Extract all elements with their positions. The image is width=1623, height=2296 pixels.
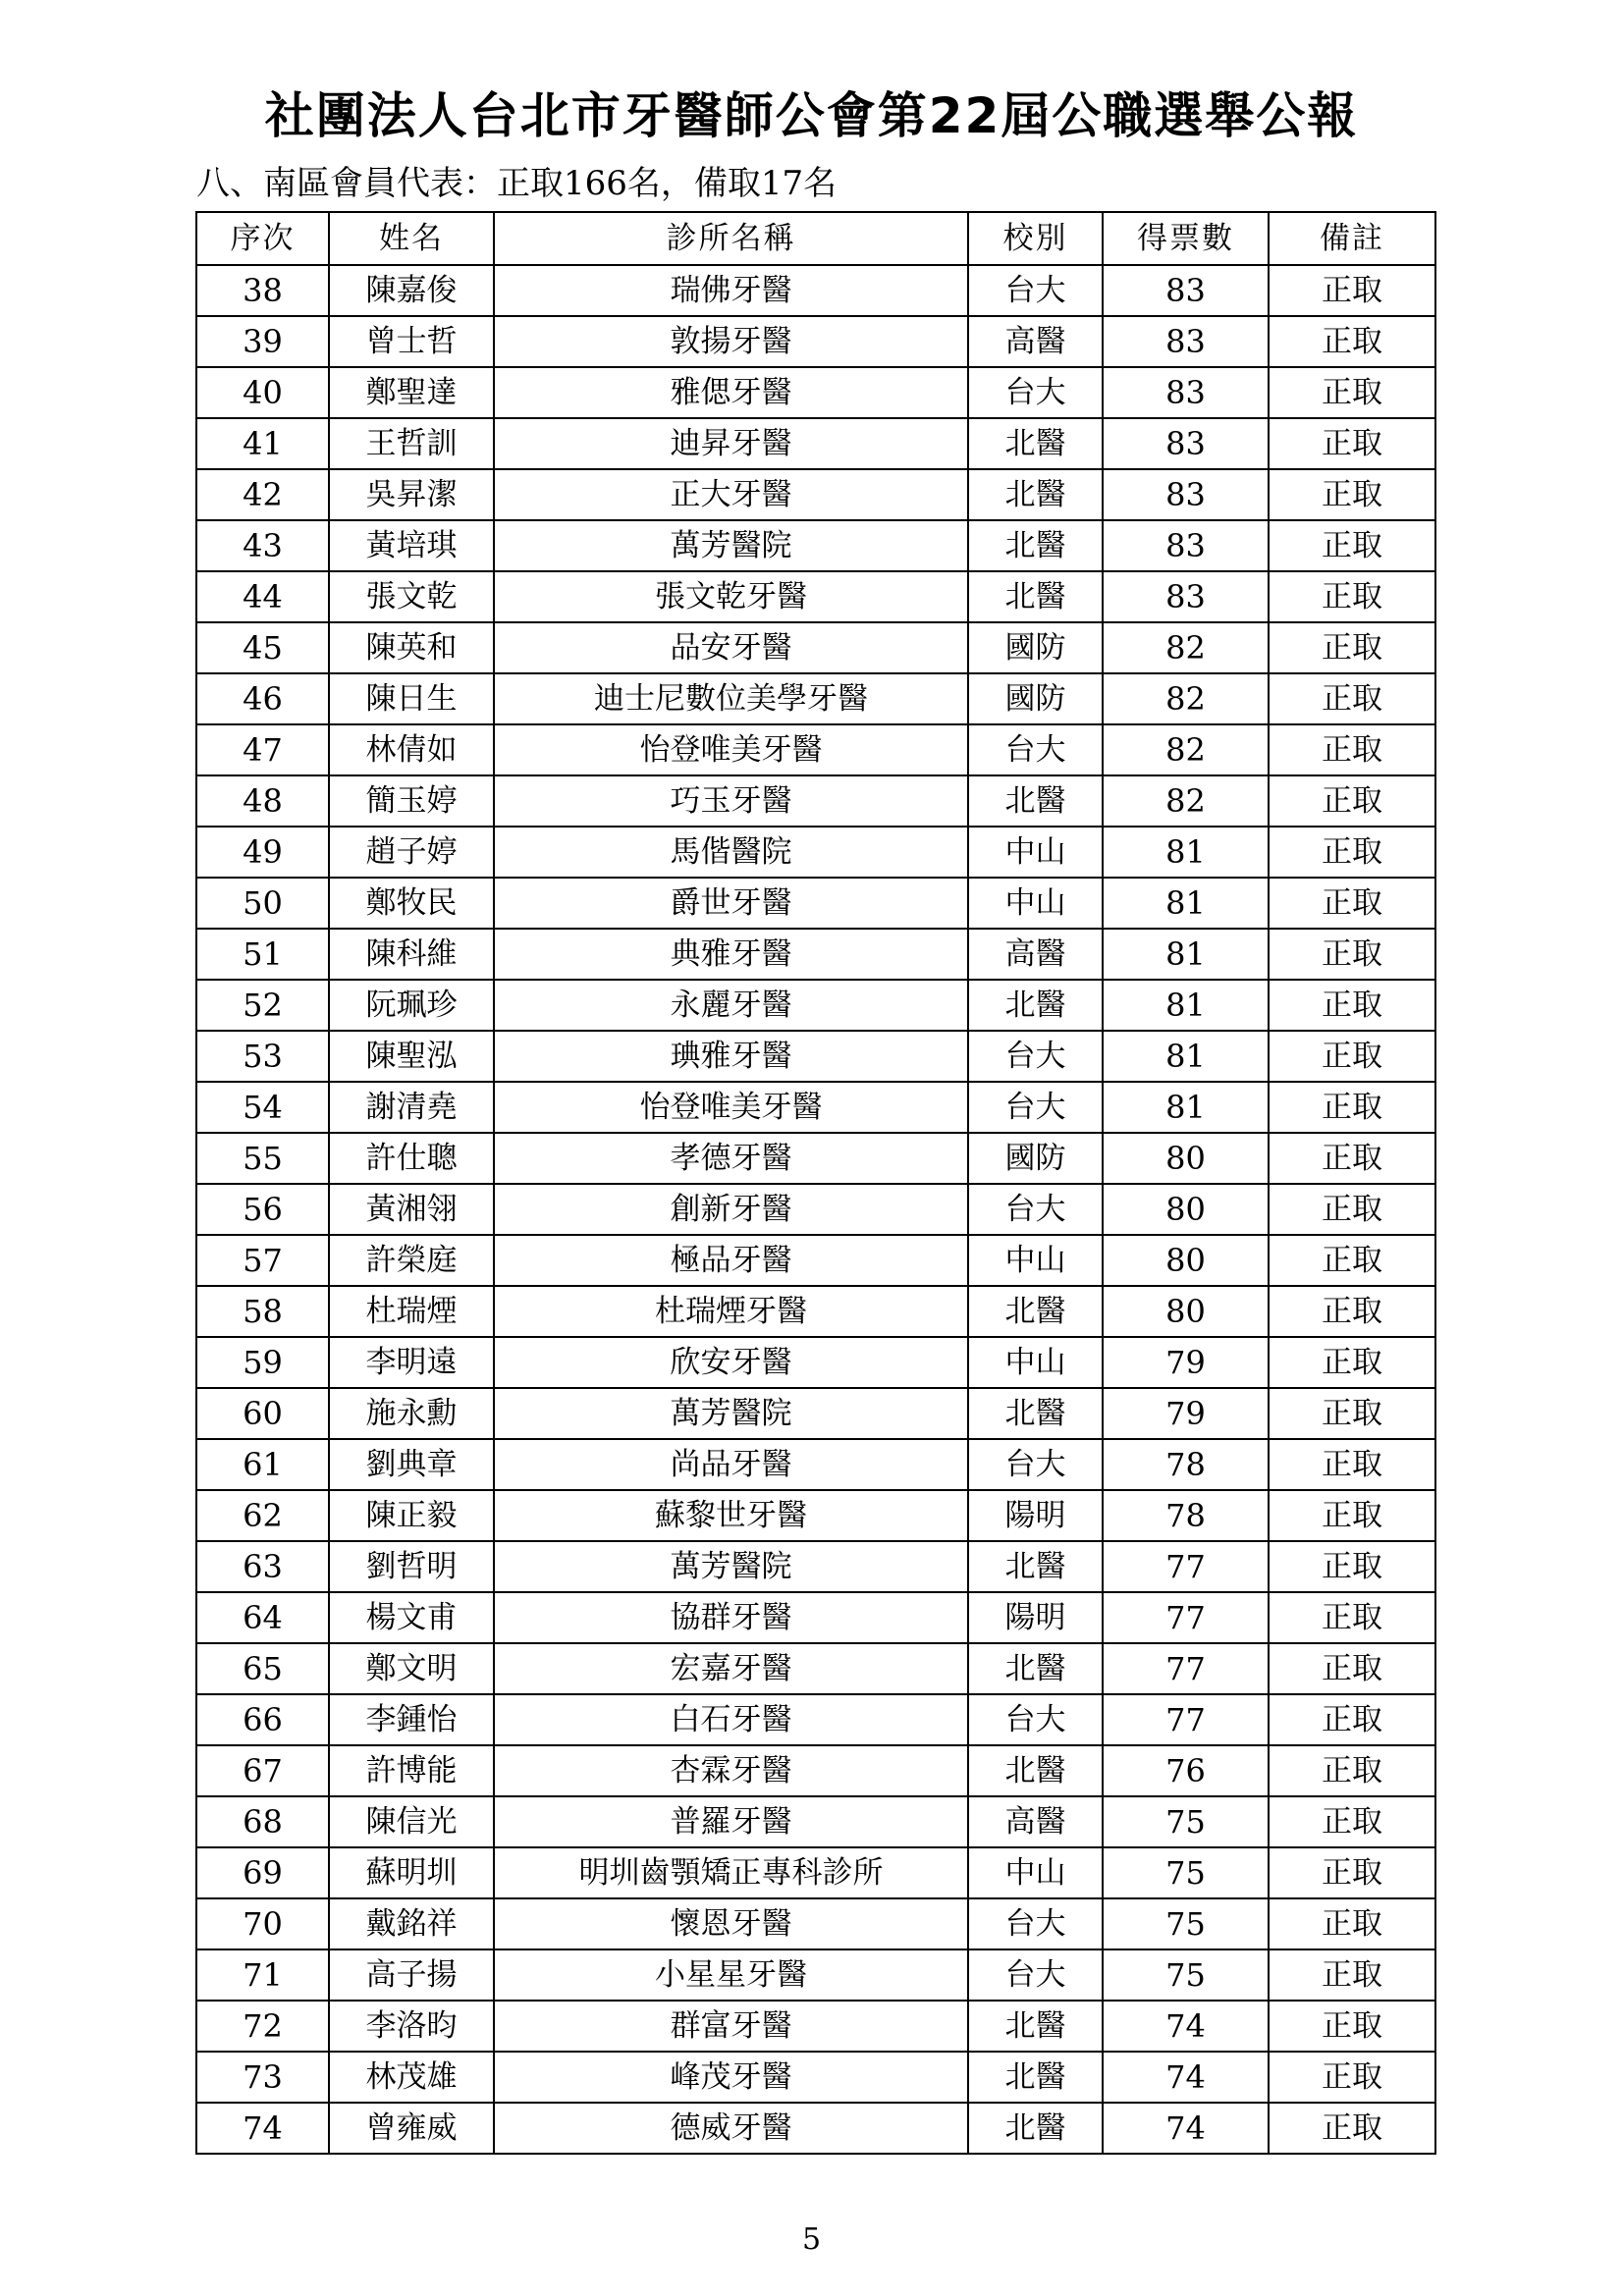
cell-school: 北醫 [968,775,1103,827]
cell-school: 北醫 [968,2052,1103,2103]
table-row [196,316,1435,367]
table-row [196,1541,1435,1592]
cell-clinic: 迪昇牙醫 [494,418,968,469]
table-row [196,469,1435,520]
cell-name: 杜瑞煙 [329,1286,494,1337]
cell-seq: 55 [196,1133,329,1184]
cell-clinic: 小星星牙醫 [494,1949,968,2001]
cell-school: 台大 [968,1439,1103,1490]
cell-remark: 正取 [1269,1082,1435,1133]
cell-clinic: 明圳齒顎矯正專科診所 [494,1847,968,1898]
cell-seq: 72 [196,2001,329,2052]
cell-name: 許博能 [329,1745,494,1796]
cell-seq: 60 [196,1388,329,1439]
cell-clinic: 孝德牙醫 [494,1133,968,1184]
cell-name: 陳信光 [329,1796,494,1847]
cell-seq: 59 [196,1337,329,1388]
cell-name: 陳正毅 [329,1490,494,1541]
header-votes: 得票數 [1103,212,1269,265]
cell-seq: 45 [196,622,329,673]
cell-name: 曾雍威 [329,2103,494,2154]
cell-clinic: 巧玉牙醫 [494,775,968,827]
cell-school: 北醫 [968,1541,1103,1592]
cell-seq: 57 [196,1235,329,1286]
election-results-table [195,211,1436,2155]
cell-name: 劉哲明 [329,1541,494,1592]
cell-seq: 54 [196,1082,329,1133]
table-row [196,1286,1435,1337]
cell-school: 台大 [968,1031,1103,1082]
cell-school: 北醫 [968,571,1103,622]
cell-name: 簡玉婷 [329,775,494,827]
cell-clinic: 杜瑞煙牙醫 [494,1286,968,1337]
cell-clinic: 琠雅牙醫 [494,1031,968,1082]
table-row [196,1184,1435,1235]
cell-clinic: 蘇黎世牙醫 [494,1490,968,1541]
cell-seq: 73 [196,2052,329,2103]
cell-votes: 75 [1103,1796,1269,1847]
cell-votes: 75 [1103,1949,1269,2001]
cell-votes: 83 [1103,418,1269,469]
cell-name: 林倩如 [329,724,494,775]
cell-school: 台大 [968,1694,1103,1745]
cell-remark: 正取 [1269,1388,1435,1439]
cell-votes: 75 [1103,1898,1269,1949]
cell-name: 鄭牧民 [329,878,494,929]
cell-remark: 正取 [1269,878,1435,929]
cell-remark: 正取 [1269,1796,1435,1847]
cell-name: 鄭聖達 [329,367,494,418]
cell-votes: 78 [1103,1439,1269,1490]
cell-name: 黃培琪 [329,520,494,571]
header-name: 姓名 [329,212,494,265]
cell-remark: 正取 [1269,418,1435,469]
cell-remark: 正取 [1269,724,1435,775]
cell-remark: 正取 [1269,571,1435,622]
cell-votes: 74 [1103,2103,1269,2154]
table-row [196,1490,1435,1541]
cell-votes: 82 [1103,724,1269,775]
cell-clinic: 杏霖牙醫 [494,1745,968,1796]
cell-clinic: 協群牙醫 [494,1592,968,1643]
cell-name: 高子揚 [329,1949,494,2001]
cell-school: 北醫 [968,469,1103,520]
cell-remark: 正取 [1269,775,1435,827]
cell-votes: 77 [1103,1592,1269,1643]
cell-name: 曾士哲 [329,316,494,367]
table-row [196,1133,1435,1184]
cell-school: 北醫 [968,980,1103,1031]
cell-clinic: 懷恩牙醫 [494,1898,968,1949]
cell-seq: 51 [196,929,329,980]
table-row [196,1388,1435,1439]
cell-remark: 正取 [1269,1643,1435,1694]
cell-remark: 正取 [1269,1133,1435,1184]
cell-school: 台大 [968,724,1103,775]
cell-seq: 61 [196,1439,329,1490]
cell-remark: 正取 [1269,1949,1435,2001]
cell-votes: 77 [1103,1643,1269,1694]
cell-school: 台大 [968,367,1103,418]
table-row [196,1745,1435,1796]
cell-votes: 74 [1103,2001,1269,2052]
cell-school: 台大 [968,1184,1103,1235]
cell-clinic: 爵世牙醫 [494,878,968,929]
table-row [196,1082,1435,1133]
cell-seq: 38 [196,265,329,316]
cell-seq: 67 [196,1745,329,1796]
cell-votes: 77 [1103,1694,1269,1745]
cell-school: 北醫 [968,1745,1103,1796]
cell-clinic: 宏嘉牙醫 [494,1643,968,1694]
cell-remark: 正取 [1269,1031,1435,1082]
cell-seq: 70 [196,1898,329,1949]
table-row [196,673,1435,724]
cell-name: 李明遠 [329,1337,494,1388]
cell-school: 台大 [968,1082,1103,1133]
cell-remark: 正取 [1269,622,1435,673]
cell-votes: 75 [1103,1847,1269,1898]
cell-seq: 46 [196,673,329,724]
cell-votes: 81 [1103,878,1269,929]
section-subtitle: 八、南區會員代表：正取166名，備取17名 [196,164,838,203]
cell-school: 高醫 [968,316,1103,367]
cell-name: 蘇明圳 [329,1847,494,1898]
cell-remark: 正取 [1269,1898,1435,1949]
cell-name: 許仕聰 [329,1133,494,1184]
table-row [196,1898,1435,1949]
table-row [196,2103,1435,2154]
cell-school: 陽明 [968,1592,1103,1643]
table-row [196,418,1435,469]
cell-remark: 正取 [1269,469,1435,520]
cell-school: 北醫 [968,2001,1103,2052]
cell-seq: 66 [196,1694,329,1745]
table-row [196,520,1435,571]
cell-remark: 正取 [1269,1592,1435,1643]
cell-name: 陳聖泓 [329,1031,494,1082]
cell-votes: 74 [1103,2052,1269,2103]
cell-seq: 65 [196,1643,329,1694]
cell-clinic: 萬芳醫院 [494,520,968,571]
cell-clinic: 雅偲牙醫 [494,367,968,418]
cell-votes: 83 [1103,265,1269,316]
cell-votes: 77 [1103,1541,1269,1592]
cell-seq: 52 [196,980,329,1031]
cell-clinic: 典雅牙醫 [494,929,968,980]
cell-votes: 78 [1103,1490,1269,1541]
cell-clinic: 欣安牙醫 [494,1337,968,1388]
cell-school: 中山 [968,1235,1103,1286]
cell-remark: 正取 [1269,1286,1435,1337]
table-row [196,2052,1435,2103]
cell-votes: 80 [1103,1133,1269,1184]
cell-remark: 正取 [1269,520,1435,571]
cell-clinic: 創新牙醫 [494,1184,968,1235]
cell-remark: 正取 [1269,2052,1435,2103]
cell-seq: 49 [196,827,329,878]
cell-seq: 63 [196,1541,329,1592]
page-number: 5 [801,2222,822,2257]
cell-remark: 正取 [1269,2001,1435,2052]
table-header [196,212,1435,265]
cell-school: 台大 [968,1949,1103,2001]
cell-name: 吳昇潔 [329,469,494,520]
cell-name: 謝清堯 [329,1082,494,1133]
cell-name: 楊文甫 [329,1592,494,1643]
cell-name: 李洛昀 [329,2001,494,2052]
table-row [196,571,1435,622]
cell-school: 中山 [968,1847,1103,1898]
cell-name: 陳英和 [329,622,494,673]
cell-remark: 正取 [1269,1541,1435,1592]
cell-name: 王哲訓 [329,418,494,469]
cell-votes: 80 [1103,1184,1269,1235]
cell-votes: 83 [1103,367,1269,418]
cell-clinic: 德威牙醫 [494,2103,968,2154]
cell-votes: 79 [1103,1388,1269,1439]
cell-votes: 80 [1103,1235,1269,1286]
cell-remark: 正取 [1269,367,1435,418]
cell-remark: 正取 [1269,1184,1435,1235]
cell-votes: 83 [1103,520,1269,571]
cell-seq: 48 [196,775,329,827]
table-row [196,1949,1435,2001]
cell-seq: 43 [196,520,329,571]
cell-name: 戴銘祥 [329,1898,494,1949]
cell-votes: 81 [1103,827,1269,878]
cell-seq: 42 [196,469,329,520]
cell-name: 陳日生 [329,673,494,724]
cell-remark: 正取 [1269,1694,1435,1745]
cell-clinic: 瑞佛牙醫 [494,265,968,316]
cell-seq: 58 [196,1286,329,1337]
cell-remark: 正取 [1269,1439,1435,1490]
cell-seq: 40 [196,367,329,418]
cell-votes: 82 [1103,673,1269,724]
cell-seq: 41 [196,418,329,469]
cell-seq: 39 [196,316,329,367]
cell-seq: 74 [196,2103,329,2154]
cell-seq: 53 [196,1031,329,1082]
table-row [196,878,1435,929]
cell-clinic: 敦揚牙醫 [494,316,968,367]
cell-school: 台大 [968,265,1103,316]
cell-name: 許榮庭 [329,1235,494,1286]
cell-remark: 正取 [1269,929,1435,980]
header-school: 校別 [968,212,1103,265]
document-title: 社團法人台北市牙醫師公會第22屆公職選舉公報 [264,87,1359,144]
cell-name: 劉典章 [329,1439,494,1490]
cell-clinic: 正大牙醫 [494,469,968,520]
cell-school: 國防 [968,622,1103,673]
cell-votes: 80 [1103,1286,1269,1337]
cell-remark: 正取 [1269,265,1435,316]
cell-school: 北醫 [968,1643,1103,1694]
cell-clinic: 峰茂牙醫 [494,2052,968,2103]
cell-seq: 62 [196,1490,329,1541]
cell-votes: 79 [1103,1337,1269,1388]
cell-remark: 正取 [1269,1490,1435,1541]
cell-name: 林茂雄 [329,2052,494,2103]
cell-name: 陳科維 [329,929,494,980]
cell-clinic: 張文乾牙醫 [494,571,968,622]
cell-school: 國防 [968,673,1103,724]
cell-school: 北醫 [968,2103,1103,2154]
table-row [196,1796,1435,1847]
header-row [196,212,1435,265]
cell-seq: 56 [196,1184,329,1235]
cell-votes: 83 [1103,316,1269,367]
cell-remark: 正取 [1269,980,1435,1031]
cell-votes: 81 [1103,980,1269,1031]
cell-remark: 正取 [1269,1847,1435,1898]
cell-clinic: 萬芳醫院 [494,1541,968,1592]
cell-clinic: 怡登唯美牙醫 [494,1082,968,1133]
cell-name: 趙子婷 [329,827,494,878]
cell-clinic: 迪士尼數位美學牙醫 [494,673,968,724]
cell-school: 北醫 [968,1388,1103,1439]
table-row [196,1592,1435,1643]
table-row [196,1235,1435,1286]
table-row [196,1031,1435,1082]
table-row [196,622,1435,673]
cell-remark: 正取 [1269,2103,1435,2154]
table-row [196,1439,1435,1490]
cell-clinic: 品安牙醫 [494,622,968,673]
cell-school: 中山 [968,878,1103,929]
cell-school: 國防 [968,1133,1103,1184]
cell-seq: 44 [196,571,329,622]
cell-clinic: 尚品牙醫 [494,1439,968,1490]
cell-school: 高醫 [968,929,1103,980]
cell-name: 李鍾怡 [329,1694,494,1745]
cell-clinic: 永麗牙醫 [494,980,968,1031]
table-row [196,980,1435,1031]
table-row [196,367,1435,418]
cell-school: 北醫 [968,520,1103,571]
cell-clinic: 群富牙醫 [494,2001,968,2052]
cell-remark: 正取 [1269,827,1435,878]
cell-votes: 83 [1103,571,1269,622]
header-remark: 備註 [1269,212,1435,265]
cell-votes: 83 [1103,469,1269,520]
cell-remark: 正取 [1269,1235,1435,1286]
table-row [196,1643,1435,1694]
cell-name: 阮珮珍 [329,980,494,1031]
cell-name: 施永勳 [329,1388,494,1439]
cell-remark: 正取 [1269,316,1435,367]
cell-name: 張文乾 [329,571,494,622]
cell-school: 高醫 [968,1796,1103,1847]
cell-clinic: 怡登唯美牙醫 [494,724,968,775]
cell-votes: 81 [1103,1082,1269,1133]
cell-clinic: 萬芳醫院 [494,1388,968,1439]
cell-school: 中山 [968,1337,1103,1388]
table-row [196,1337,1435,1388]
cell-seq: 68 [196,1796,329,1847]
table-row [196,1694,1435,1745]
table-row [196,724,1435,775]
cell-votes: 82 [1103,622,1269,673]
cell-clinic: 白石牙醫 [494,1694,968,1745]
cell-clinic: 馬偕醫院 [494,827,968,878]
table-row [196,1847,1435,1898]
cell-votes: 81 [1103,929,1269,980]
cell-school: 北醫 [968,1286,1103,1337]
cell-seq: 71 [196,1949,329,2001]
cell-votes: 76 [1103,1745,1269,1796]
table-row [196,929,1435,980]
cell-school: 中山 [968,827,1103,878]
cell-remark: 正取 [1269,1337,1435,1388]
table-row [196,827,1435,878]
cell-remark: 正取 [1269,1745,1435,1796]
header-clinic: 診所名稱 [494,212,968,265]
cell-seq: 50 [196,878,329,929]
cell-remark: 正取 [1269,673,1435,724]
cell-seq: 69 [196,1847,329,1898]
cell-school: 北醫 [968,418,1103,469]
header-seq: 序次 [196,212,329,265]
table-row [196,2001,1435,2052]
cell-school: 陽明 [968,1490,1103,1541]
cell-clinic: 普羅牙醫 [494,1796,968,1847]
cell-name: 陳嘉俊 [329,265,494,316]
table-row [196,265,1435,316]
table-body [196,265,1435,2154]
cell-name: 鄭文明 [329,1643,494,1694]
table-row [196,775,1435,827]
cell-seq: 64 [196,1592,329,1643]
cell-votes: 81 [1103,1031,1269,1082]
cell-seq: 47 [196,724,329,775]
cell-votes: 82 [1103,775,1269,827]
cell-clinic: 極品牙醫 [494,1235,968,1286]
cell-name: 黃湘翎 [329,1184,494,1235]
cell-school: 台大 [968,1898,1103,1949]
